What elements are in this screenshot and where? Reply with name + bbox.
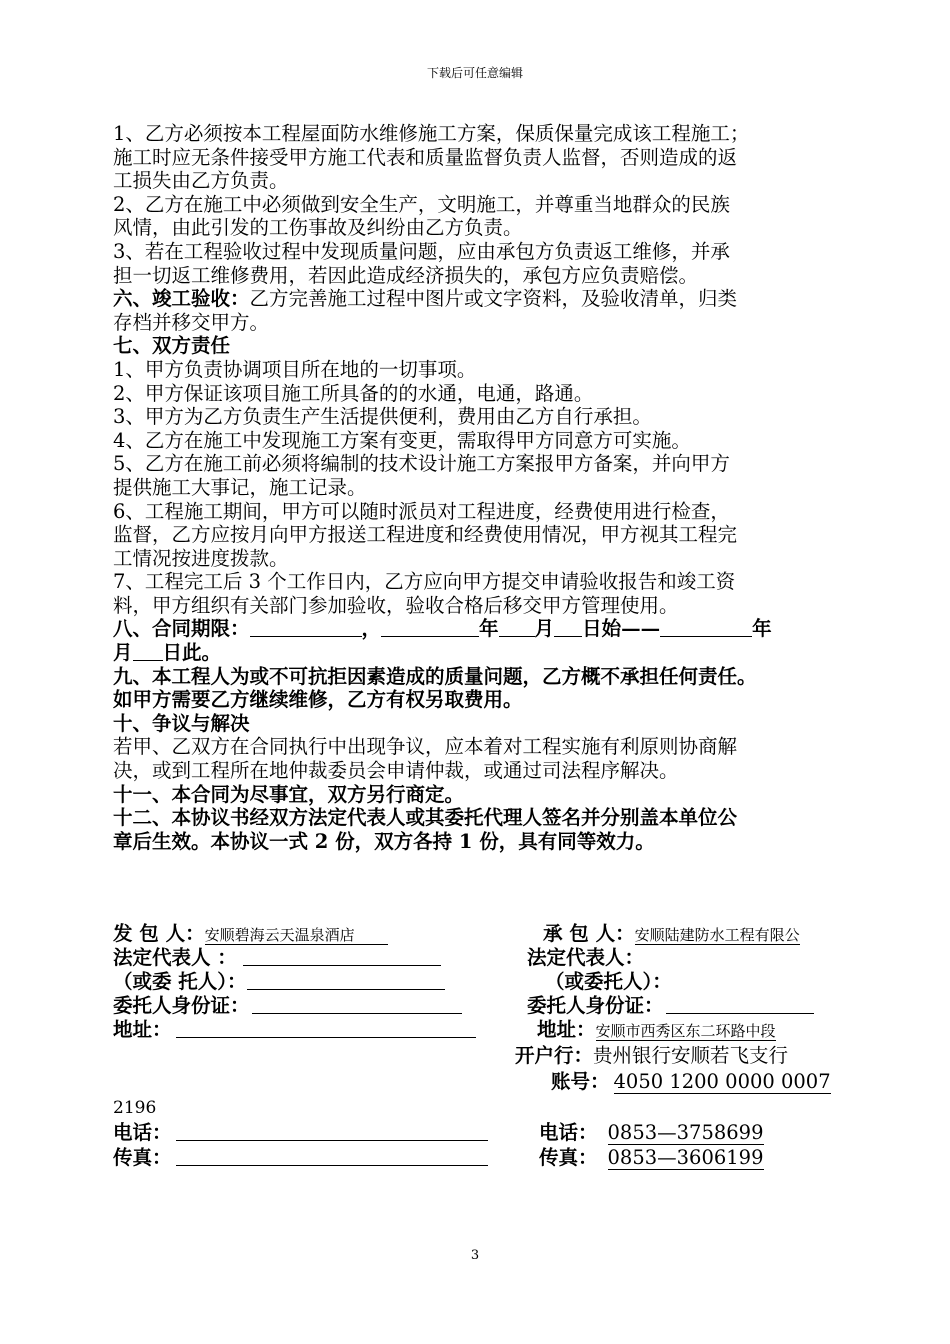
address-a-label: 地址： xyxy=(113,1018,172,1041)
month-blank[interactable] xyxy=(499,617,535,637)
address-a xyxy=(113,1018,476,1042)
party-b-name: 安顺陆建防水工程有限公 xyxy=(634,926,800,944)
fax-a-label: 传真： xyxy=(113,1146,172,1169)
party-a-underline-tail xyxy=(355,926,388,945)
section-10-title: 十、争议与解决 xyxy=(113,711,250,735)
address-a-field[interactable] xyxy=(176,1018,476,1038)
party-b-label: 承 包 人： xyxy=(543,922,635,945)
section-8-title: 八、合同期限： xyxy=(113,617,250,641)
agent-a-field[interactable] xyxy=(247,970,445,990)
day-blank[interactable] xyxy=(554,617,582,637)
text-line: 工损失由乙方负责。 xyxy=(113,169,289,193)
section-12-line: 十二、本协议书经双方法定代表人或其委托代理人签名并分别盖本单位公 xyxy=(113,806,738,830)
fax-a-field[interactable] xyxy=(176,1146,488,1166)
text-line: 5、乙方在施工前必须将编制的技术设计施工方案报甲方备案，并向甲方 xyxy=(113,452,730,476)
section-7-title: 七、双方责任 xyxy=(113,334,231,358)
legal-rep-a xyxy=(113,946,441,970)
month-label: 月 xyxy=(534,617,555,641)
text-line: 3、甲方为乙方负责生产生活提供便利，费用由乙方自行承担。 xyxy=(113,405,652,429)
page-number: 3 xyxy=(470,1248,480,1263)
section-6-title: 六、竣工验收： xyxy=(113,287,250,311)
address-b-label: 地址： xyxy=(537,1018,596,1041)
fax-b-label: 传真： xyxy=(539,1146,598,1169)
start-month-blank[interactable] xyxy=(381,617,479,637)
agent-id-b-field[interactable] xyxy=(666,994,814,1014)
legal-rep-a-label: 法定代表人 ： xyxy=(113,946,237,969)
party-a xyxy=(113,922,388,947)
agent-a-label: （或委 托人）： xyxy=(113,970,247,993)
fax-a xyxy=(113,1146,488,1170)
party-b xyxy=(543,922,800,947)
text-line: 料，甲方组织有关部门参加验收，验收合格后移交甲方管理使用。 xyxy=(113,593,679,617)
page-header: 下载后可任意编辑 xyxy=(426,66,523,80)
comma: ， xyxy=(361,617,382,641)
legal-rep-b-label: 法定代表人： xyxy=(527,946,645,969)
agent-id-b-label: 委托人身份证： xyxy=(527,994,664,1017)
text-line: 提供施工大事记，施工记录。 xyxy=(113,475,367,499)
phone-a xyxy=(113,1121,488,1145)
fax-b xyxy=(539,1146,764,1170)
phone-b-value: 0853—3758699 xyxy=(607,1121,764,1144)
day-start-label: 日始—— xyxy=(582,617,661,641)
start-year-blank[interactable] xyxy=(250,617,362,637)
section-9-line: 九、本工程人为或不可抗拒因素造成的质量问题，乙方概不承担任何责任。 xyxy=(113,664,757,688)
end-year-blank[interactable] xyxy=(660,617,752,637)
text-line: 担一切返工维修费用，若因此造成经济损失的，承包方应负责赔偿。 xyxy=(113,263,699,287)
text-line: 决，或到工程所在地仲裁委员会申请仲裁，或通过司法程序解决。 xyxy=(113,759,679,783)
party-a-name: 安顺碧海云天温泉酒店 xyxy=(204,926,355,944)
day-end-label: 日此。 xyxy=(162,641,222,665)
text-line: 若甲、乙双方在合同执行中出现争议，应本着对工程实施有利原则协商解 xyxy=(113,735,738,759)
text-line: 1、甲方负责协调项目所在地的一切事项。 xyxy=(113,357,477,381)
text-line: 1、乙方必须按本工程屋面防水维修施工方案，保质保量完成该工程施工； xyxy=(113,122,750,145)
account-continuation: 2196 xyxy=(113,1098,157,1118)
agent-id-a-label: 委托人身份证： xyxy=(113,994,250,1017)
contract-body xyxy=(113,122,848,853)
text-line: 2、乙方在施工中必须做到安全生产，文明施工，并尊重当地群众的民族 xyxy=(113,192,730,216)
account xyxy=(551,1070,831,1094)
text-line: 工情况按进度拨款。 xyxy=(113,546,289,570)
section-6-line xyxy=(113,287,848,311)
bank-label: 开户行： xyxy=(515,1044,594,1067)
section-6-text: 乙方完善施工过程中图片或文字资料，及验收清单，归类 xyxy=(249,287,738,311)
end-day-blank[interactable] xyxy=(133,641,163,661)
agent-b-label: （或委托人）： xyxy=(545,970,672,993)
agent-id-a-field[interactable] xyxy=(252,994,462,1014)
year-label-2: 年 xyxy=(752,617,772,641)
phone-a-label: 电话： xyxy=(113,1121,172,1144)
bank-value: 贵州银行安顺若飞支行 xyxy=(593,1044,789,1067)
section-8-line xyxy=(113,617,848,641)
text-line: 4、乙方在施工中发现施工方案有变更，需取得甲方同意方可实施。 xyxy=(113,428,691,452)
account-value: 4050 1200 0000 0007 xyxy=(613,1070,831,1093)
text-line: 7、工程完工后 3 个工作日内，乙方应向甲方提交申请验收报告和竣工资 xyxy=(113,570,736,594)
bank xyxy=(515,1044,788,1068)
text-line: 监督，乙方应按月向甲方报送工程进度和经费使用情况，甲方视其工程完 xyxy=(113,523,738,547)
section-11-line: 十一、本合同为尽事宜，双方另行商定。 xyxy=(113,782,465,806)
address-b xyxy=(537,1018,776,1043)
legal-rep-a-field[interactable] xyxy=(243,946,441,966)
month-label-2: 月 xyxy=(113,641,133,665)
text-line: 风情，由此引发的工伤事故及纠纷由乙方负责。 xyxy=(113,216,523,240)
section-8-line-2 xyxy=(113,641,848,665)
text-line: 2、甲方保证该项目施工所具备的的水通，电通，路通。 xyxy=(113,381,594,405)
phone-b-label: 电话： xyxy=(539,1121,598,1144)
agent-id-b xyxy=(527,994,814,1018)
section-9-line: 如甲方需要乙方继续维修，乙方有权另取费用。 xyxy=(113,688,523,712)
fax-b-value: 0853—3606199 xyxy=(607,1146,764,1169)
text-line: 存档并移交甲方。 xyxy=(113,310,270,334)
agent-id-a xyxy=(113,994,462,1018)
text-line: 3、若在工程验收过程中发现质量问题，应由承包方负责返工维修，并承 xyxy=(113,239,730,263)
party-a-label: 发 包 人： xyxy=(113,922,205,945)
agent-a xyxy=(113,970,445,994)
phone-a-field[interactable] xyxy=(176,1121,488,1141)
section-12-line: 章后生效。本协议一式 2 份，双方各持 1 份，具有同等效力。 xyxy=(113,829,655,853)
year-label: 年 xyxy=(479,617,499,641)
text-line: 施工时应无条件接受甲方施工代表和质量监督负责人监督，否则造成的返 xyxy=(113,145,738,169)
text-line: 6、工程施工期间，甲方可以随时派员对工程进度，经费使用进行检查， xyxy=(113,499,730,523)
account-label: 账号： xyxy=(551,1070,610,1093)
phone-b xyxy=(539,1121,764,1145)
address-b-value: 安顺市西秀区东二环路中段 xyxy=(595,1022,776,1040)
